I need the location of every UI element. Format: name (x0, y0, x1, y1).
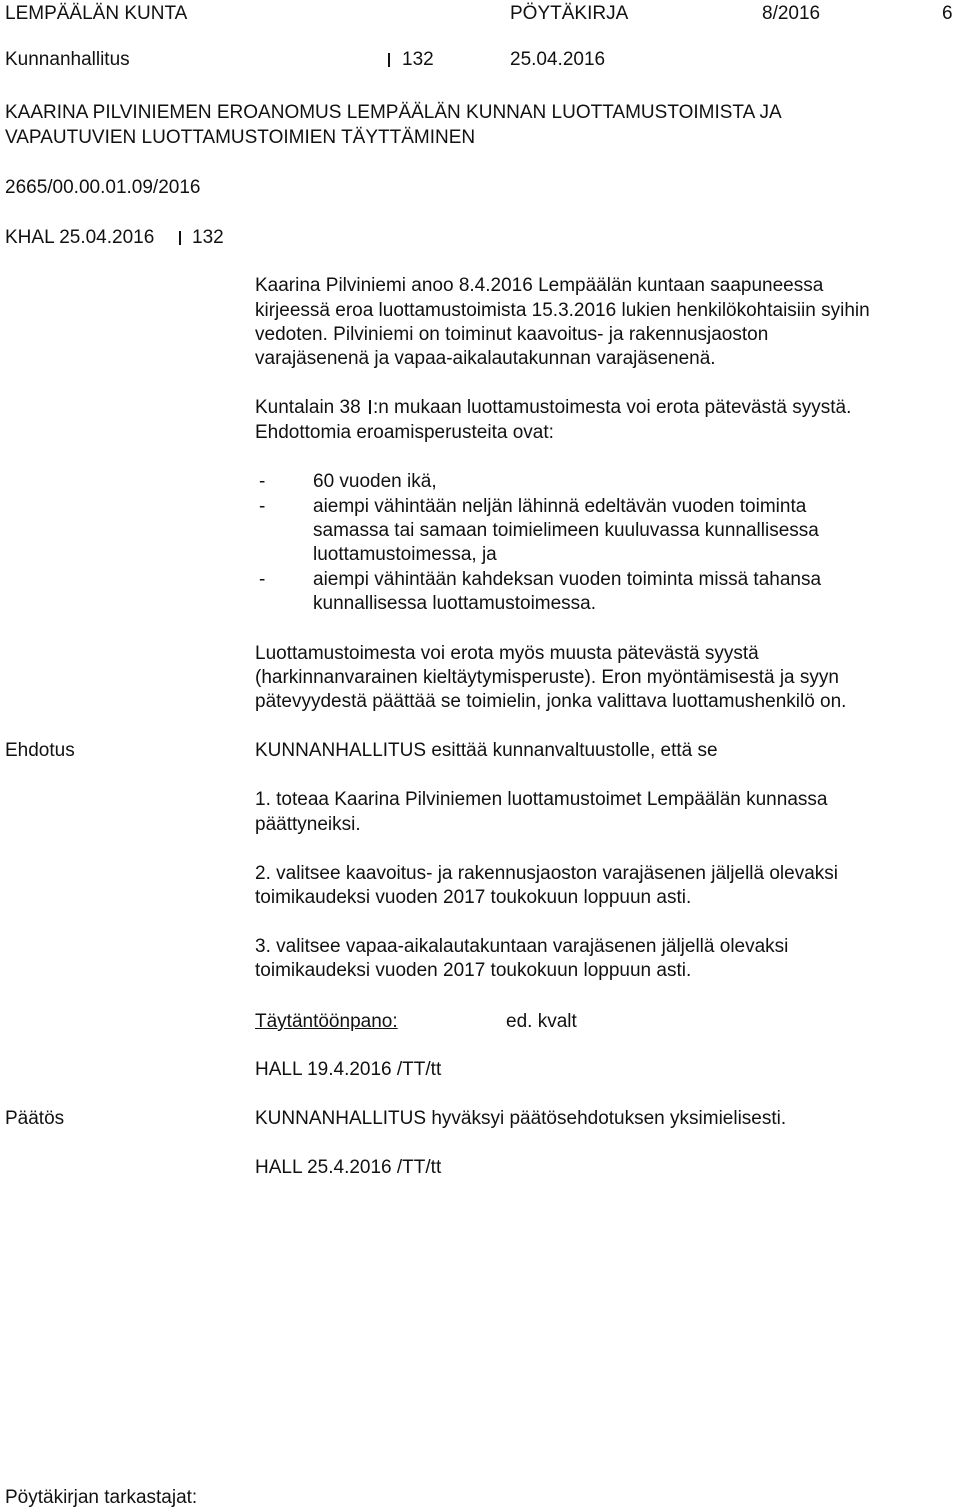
execution-value: ed. kvalt (506, 1011, 577, 1032)
body-paragraph-line: Ehdottomia eroamisperusteita ovat: (255, 422, 554, 443)
body-paragraph-line: (harkinnanvarainen kieltäytymisperuste). Eron myöntämisestä ja syyn (255, 667, 839, 688)
law-reference: Kuntalain 38 (255, 397, 361, 418)
body-paragraph-line: vedoten. Pilviniemi on toiminut kaavoitus- ja rakennusjaoston (255, 324, 769, 345)
list-bullet: - (259, 569, 266, 590)
body-paragraph-line: Luottamustoimesta voi erota myös muusta pätevästä syystä (255, 643, 759, 664)
section-number: 132 (402, 49, 434, 70)
list-item: aiempi vähintään kahdeksan vuoden toiminta missä tahansa (313, 569, 822, 590)
execution-label: Täytäntöönpano: (255, 1011, 398, 1032)
list-bullet: - (259, 496, 266, 517)
section-mark-icon (179, 231, 181, 245)
list-item: luottamustoimessa, ja (313, 544, 497, 565)
body-paragraph-line: kirjeessä eroa luottamustoimista 15.3.2016 lukien henkilökohtaisiin syihin (255, 300, 870, 321)
page-title-line-1: KAARINA PILVINIEMEN EROANOMUS LEMPÄÄLÄN KUNNAN LUOTTAMUSTOIMISTA JA (5, 102, 782, 123)
proposal-label: Ehdotus (5, 740, 75, 761)
body-paragraph-line: Kaarina Pilviniemi anoo 8.4.2016 Lempäälän kuntaan saapuneessa (255, 275, 824, 296)
body-paragraph-line: varajäsenenä ja vapaa-aikalautakunnan varajäsenenä. (255, 348, 716, 369)
proposal-item: 1. toteaa Kaarina Pilviniemen luottamustoimet Lempäälän kunnassa (255, 789, 828, 810)
governing-body: Kunnanhallitus (5, 49, 130, 70)
decision-signature: HALL 25.4.2016 /TT/tt (255, 1157, 442, 1178)
list-item: samassa tai samaan toimielimeen kuuluvassa kunnallisessa (313, 520, 819, 541)
decision-label: Päätös (5, 1108, 65, 1129)
proposal-signature: HALL 19.4.2016 /TT/tt (255, 1059, 442, 1080)
body-paragraph-line: pätevyydestä päättää se toimielin, jonka valittava luottamushenkilö on. (255, 691, 847, 712)
list-item: aiempi vähintään neljän lähinnä edeltävän vuoden toiminta (313, 496, 807, 517)
page-title-line-2: VAPAUTUVIEN LUOTTAMUSTOIMIEN TÄYTTÄMINEN (5, 127, 476, 148)
decision-text: KUNNANHALLITUS hyväksyi päätösehdotuksen yksimielisesti. (255, 1108, 787, 1129)
list-bullet: - (259, 471, 266, 492)
document-number: 8/2016 (762, 3, 821, 24)
section-mark-icon (369, 400, 371, 414)
meeting-reference-section: 132 (192, 227, 224, 248)
list-item: 60 vuoden ikä, (313, 471, 437, 492)
section-mark-icon (388, 53, 390, 67)
page-number: 6 (942, 3, 953, 24)
law-reference-text: :n mukaan luottamustoimesta voi erota pätevästä syystä. (372, 397, 852, 418)
proposal-item: toimikaudeksi vuoden 2017 toukokuun loppuun asti. (255, 960, 692, 981)
meeting-reference: KHAL 25.04.2016 (5, 227, 155, 248)
reviewers-label: Pöytäkirjan tarkastajat: (5, 1487, 198, 1508)
body-paragraph-line (255, 396, 851, 420)
proposal-item: päättyneiksi. (255, 814, 361, 835)
document-type: PÖYTÄKIRJA (510, 3, 629, 24)
municipality-name: LEMPÄÄLÄN KUNTA (5, 3, 188, 24)
proposal-item: 2. valitsee kaavoitus- ja rakennusjaoston varajäsenen jäljellä olevaksi (255, 863, 838, 884)
proposal-intro: KUNNANHALLITUS esittää kunnanvaltuustolle, että se (255, 740, 718, 761)
list-item: kunnallisessa luottamustoimessa. (313, 593, 597, 614)
meeting-date: 25.04.2016 (510, 49, 606, 70)
proposal-item: toimikaudeksi vuoden 2017 toukokuun loppuun asti. (255, 887, 692, 908)
proposal-item: 3. valitsee vapaa-aikalautakuntaan varajäsenen jäljellä olevaksi (255, 936, 789, 957)
record-id: 2665/00.00.01.09/2016 (5, 177, 201, 198)
